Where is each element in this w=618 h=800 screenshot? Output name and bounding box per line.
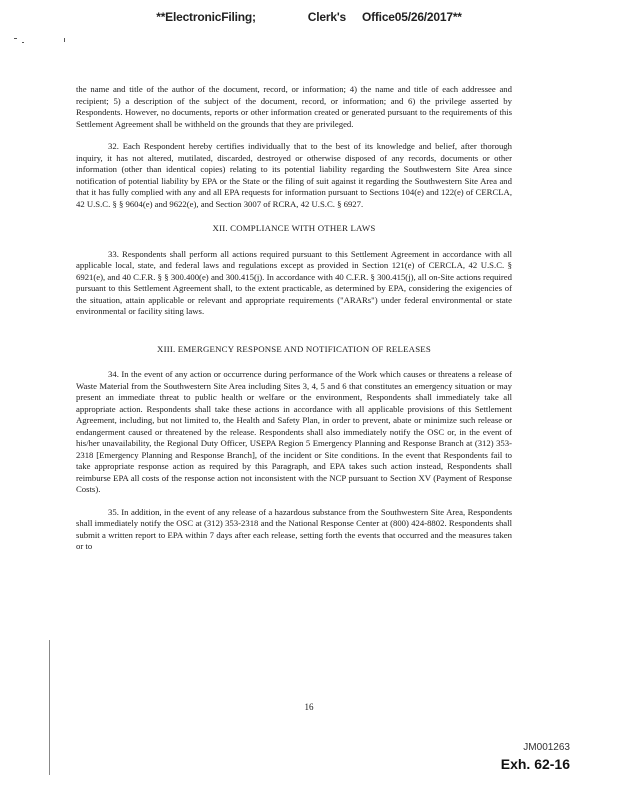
scan-speck <box>22 42 24 43</box>
paragraph-35: 35. In addition, in the event of any release of a hazardous substance from the Southwestern Site Area, Respondents shall immediately notify the OSC at (312) 353-2318 and the National Response Center at (800) 424-8802. Respondents shall submit a written report to EPA within 7 days after each release, setting forth the events that occurred and the measures taken or to <box>76 506 512 551</box>
scan-speck <box>64 38 65 42</box>
filing-stamp-part2: Clerk's <box>307 10 346 24</box>
exhibit-label: Exh. 62-16 <box>500 756 570 772</box>
bates-number: JM001263 <box>523 742 570 753</box>
scan-speck <box>14 38 17 39</box>
page-number: 16 <box>304 702 314 712</box>
filing-stamp-header <box>0 10 618 24</box>
paragraph-34: 34. In the event of any action or occurrence during performance of the Work which causes or threatens a release of Waste Material from the Southwestern Site Area including Sites 3, 4, 5 and 6 that constitutes an emergency situation or may present an immediate threat to public health or welfare or the environment, Respondents shall immediately take all appropriate action. Respondents shall take these actions in accordance with all applicable provisions of this Settlement Agreement, including, but not limited to, the Health and Safety Plan, in order to prevent, abate or minimize such release or endangerment caused or threatened by the release. Respondents shall also immediately notify the OSC or, in the event of his/her unavailability, the Regional Duty Officer, USEPA Region 5 Emergency Planning and Response Branch at (312) 353-2318 [Emergency Planning and Response Branch], of the incident or Site conditions. In the event that Respondents fail to take appropriate response action as required by this Paragraph, and EPA takes such action instead, Respondents shall reimburse EPA all costs of the response action not inconsistent with the NCP pursuant to Section XV (Payment of Response Costs). <box>76 369 512 494</box>
section-heading-xii: XII. COMPLIANCE WITH OTHER LAWS <box>212 223 376 233</box>
paragraph-continued: the name and title of the author of the document, record, or information; 4) the name and title of each addressee and recipient; 5) a description of the subject of the document, record, or information; and 6) the privilege asserted by Respondents. However, no documents, reports or other information created or generated pursuant to the requirements of this Settlement Agreement shall be withheld on the grounds that they are privileged. <box>76 84 512 129</box>
paragraph-33: 33. Respondents shall perform all actions required pursuant to this Settlement Agreement in accordance with all applicable local, state, and federal laws and regulations except as provided in Section 121(e) of CERCLA, 42 U.S.C. § 6921(e), and 40 C.F.R. § § 300.400(e) and 300.415(j). In accordance with 40 C.F.R. § 300.415(j), all on-Site actions required pursuant to this Settlement Agreement shall, to the extent practicable, as determined by EPA, considering the exigencies of the situation, attain applicable or relevant and appropriate requirements ("ARARs") under federal environmental or state environmental or facility siting laws. <box>76 248 512 316</box>
section-heading-xiii: XIII. EMERGENCY RESPONSE AND NOTIFICATION OF RELEASES <box>157 343 431 354</box>
document-body <box>76 84 512 553</box>
paragraph-32: 32. Each Respondent hereby certifies individually that to the best of its knowledge and belief, after thorough inquiry, it has not altered, mutilated, discarded, destroyed or otherwise disposed of any records, documents or other information (other than identical copies) relating to its potential liability regarding the Southwestern Site Area since notification of potential liability by EPA or the State or the filing of suit against it regarding the Southwestern Site Area and that it has fully complied with any and all EPA requests for information pursuant to Sections 104(e) and 122(e) of CERCLA, 42 U.S.C. § § 9604(e) and 9622(e), and Section 3007 of RCRA, 42 U.S.C. § 6927. <box>76 141 512 209</box>
filing-stamp-part3: Office05/26/2017** <box>361 10 462 24</box>
filing-stamp-part1: **ElectronicFiling; <box>156 10 256 24</box>
